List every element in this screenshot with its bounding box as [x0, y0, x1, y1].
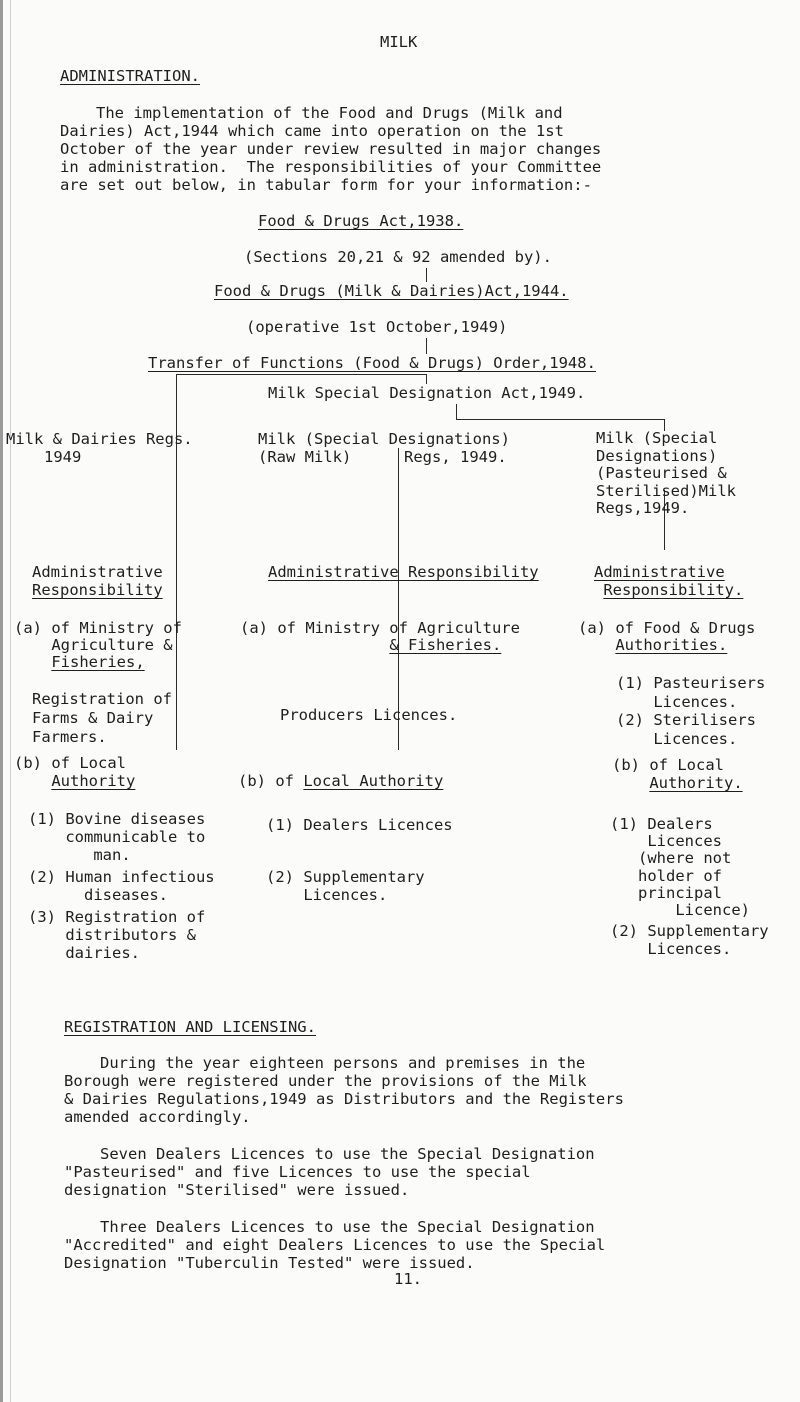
tree-line: [426, 374, 427, 384]
act-1944: Food & Drugs (Milk & Dairies)Act,1944.: [214, 282, 569, 300]
act-1938: Food & Drugs Act,1938.: [258, 212, 464, 230]
page-edge: [0, 0, 3, 1402]
transfer-order: Transfer of Functions (Food & Drugs) Order,1948.: [148, 354, 596, 372]
special-designation-act: Milk Special Designation Act,1949.: [268, 384, 586, 402]
tree-line: [398, 448, 399, 750]
operative-date: (operative 1st October,1949): [246, 318, 508, 336]
connector: [426, 338, 427, 354]
registration-heading: REGISTRATION AND LICENSING.: [64, 1018, 316, 1036]
sections-amended: (Sections 20,21 & 92 amended by).: [244, 248, 552, 266]
admin-heading: ADMINISTRATION.: [60, 67, 200, 85]
tree-line: [176, 374, 427, 375]
connector: [426, 268, 427, 282]
tree-line: [456, 419, 665, 420]
tree-line: [456, 404, 457, 420]
page-edge-line: [10, 0, 11, 1402]
page-number: 11.: [394, 1270, 422, 1288]
page-title: MILK: [380, 33, 418, 51]
